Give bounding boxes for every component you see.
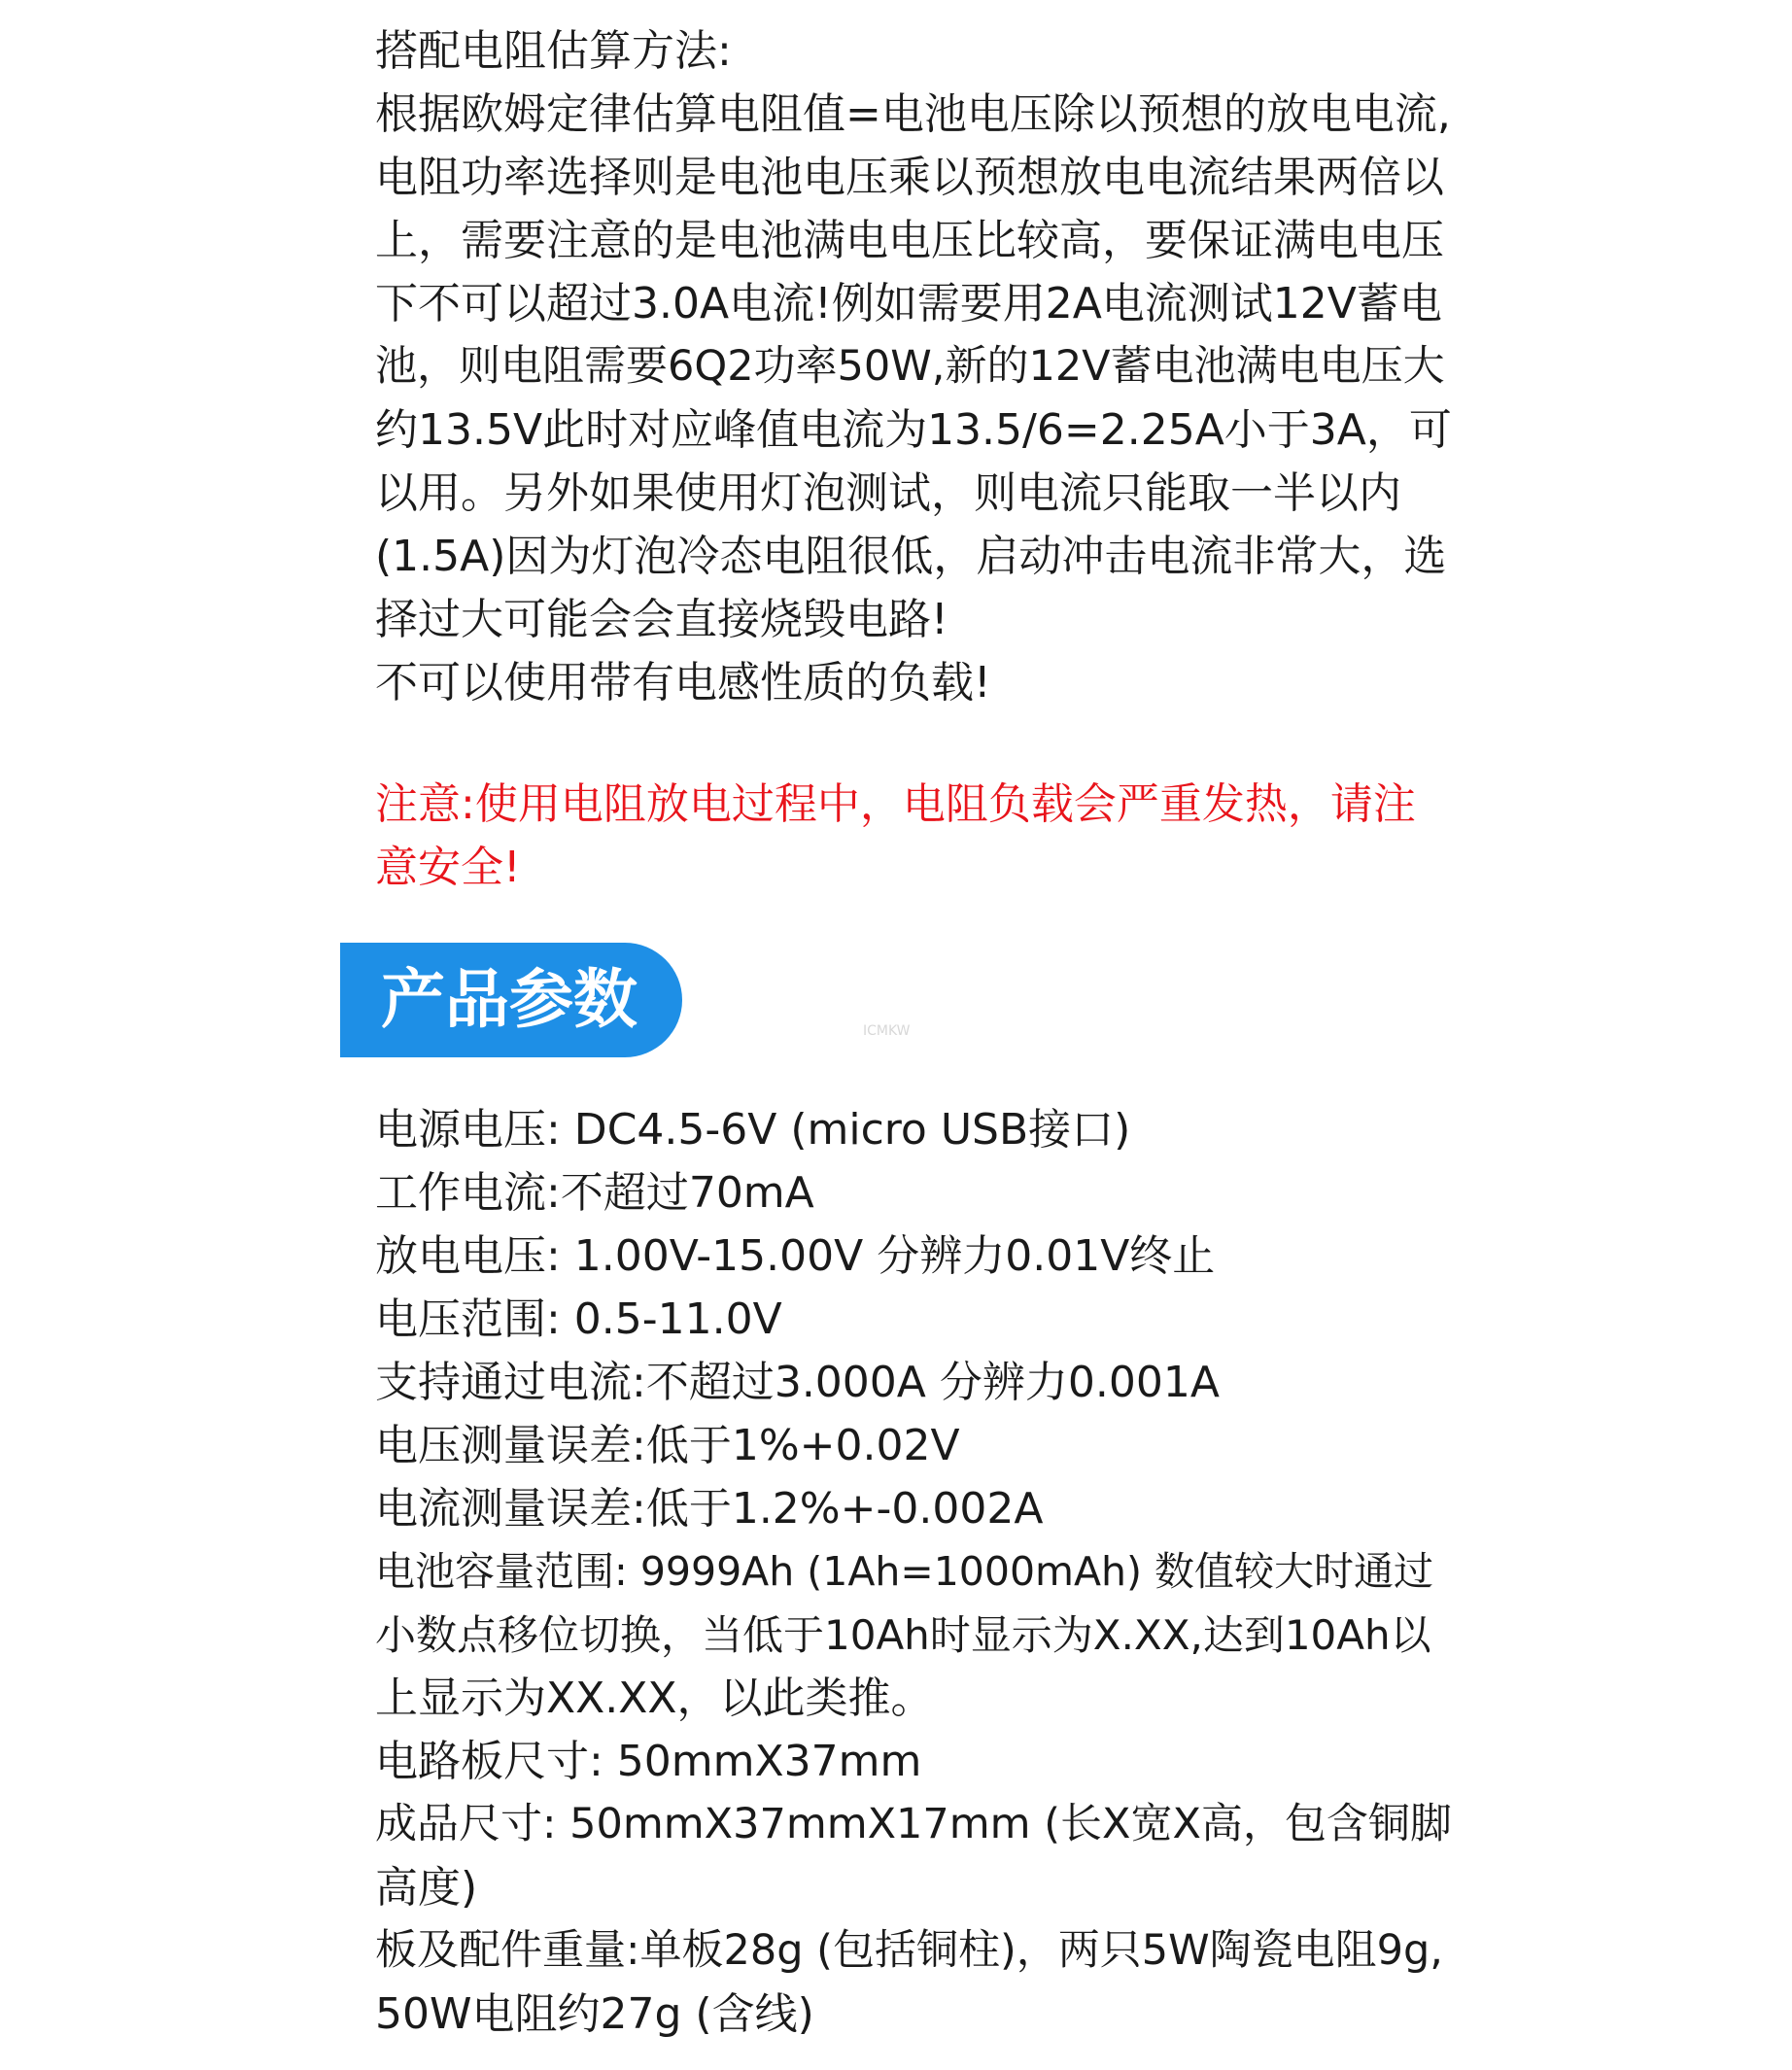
estimation-line: 根据欧姆定律估算电阻值=电池电压除以预想的放电电流, [375, 89, 1451, 139]
warning-line: 意安全! [375, 843, 521, 892]
param-line: 成品尺寸: 50mmX37mmX17mm (长X宽X高，包含铜脚 [375, 1800, 1452, 1848]
section-title: 产品参数 [381, 962, 638, 1037]
estimation-line: (1.5A)因为灯泡冷态电阻很低，启动冲击电流非常大，选 [375, 532, 1447, 581]
product-params-header [340, 943, 682, 1057]
param-line: 电流测量误差:低于1.2%+-0.002A [375, 1484, 1044, 1534]
estimation-line: 池，则电阻需要6Q2功率50W,新的12V蓄电池满电电压大 [375, 342, 1445, 391]
param-line: 电路板尺寸: 50mmX37mm [375, 1737, 922, 1786]
param-line: 上显示为XX.XX，以此类推。 [375, 1673, 934, 1723]
param-line: 工作电流:不超过70mA [375, 1168, 814, 1218]
estimation-section [375, 19, 1454, 714]
param-line: 电压范围: 0.5-11.0V [375, 1294, 782, 1344]
param-line: 电源电压: DC4.5-6V (micro USB接口) [375, 1105, 1131, 1155]
estimation-heading: 搭配电阻估算方法: [375, 26, 732, 76]
watermark: ICMKW [863, 1023, 911, 1039]
param-line: 电压测量误差:低于1%+0.02V [375, 1421, 960, 1470]
safety-warning [375, 773, 1454, 899]
warning-line: 注意:使用电阻放电过程中，电阻负载会严重发热，请注 [375, 779, 1416, 829]
estimation-line: 约13.5V此时对应峰值电流为13.5/6=2.25A小于3A，可 [375, 405, 1452, 455]
param-line: 小数点移位切换，当低于10Ah时显示为X.XX,达到10Ah以 [375, 1611, 1431, 1659]
param-line: 高度) [375, 1863, 478, 1913]
estimation-line: 以用。另外如果使用灯泡测试，则电流只能取一半以内 [375, 468, 1401, 518]
param-line: 板及配件重量:单板28g (包括铜柱)，两只5W陶瓷电阻9g, [375, 1926, 1443, 1975]
param-line: 放电电压: 1.00V-15.00V 分辨力0.01V终止 [375, 1231, 1216, 1281]
estimation-line: 下不可以超过3.0A电流!例如需要用2A电流测试12V蓄电 [375, 279, 1442, 328]
param-line: 50W电阻约27g (含线) [375, 1989, 814, 2039]
estimation-line: 电阻功率选择则是电池电压乘以预想放电电流结果两倍以 [375, 153, 1444, 202]
estimation-line: 择过大可能会会直接烧毁电路! [375, 595, 948, 644]
product-params-list [375, 1098, 1454, 2046]
param-line: 电池容量范围: 9999Ah (1Ah=1000mAh) 数值较大时通过 [375, 1548, 1434, 1595]
param-line: 支持通过电流:不超过3.000A 分辨力0.001A [375, 1358, 1220, 1407]
estimation-line: 上，需要注意的是电池满电电压比较高，要保证满电电压 [375, 216, 1444, 265]
estimation-line: 不可以使用带有电感性质的负载! [375, 658, 991, 707]
